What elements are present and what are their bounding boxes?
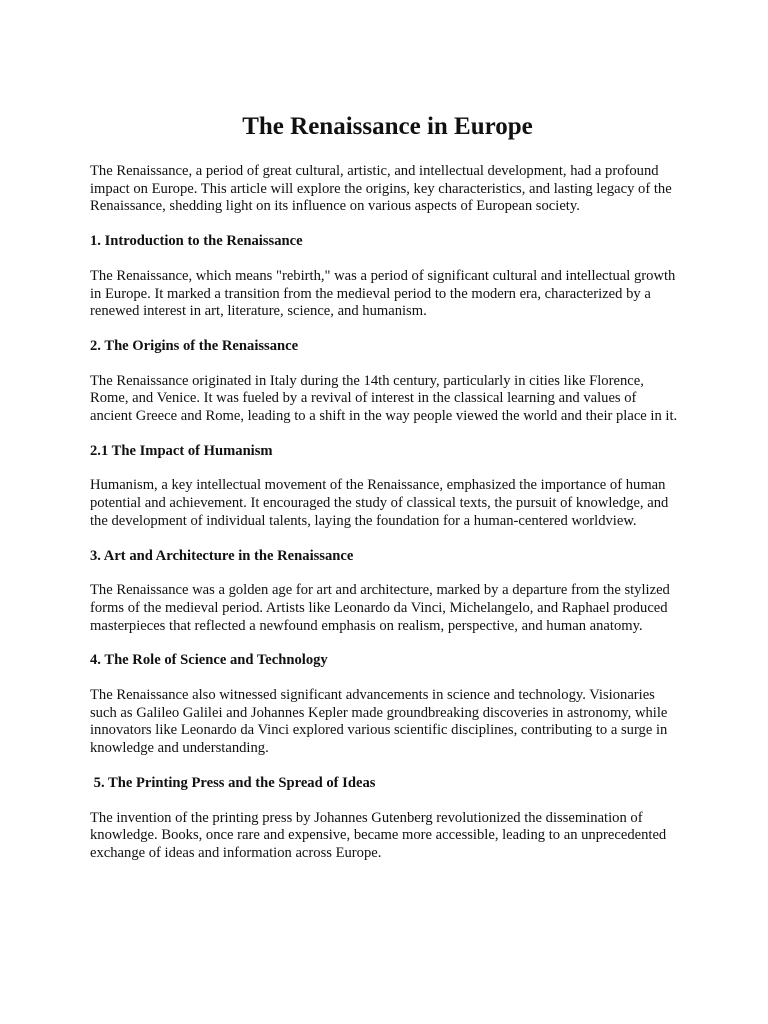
intro-paragraph: The Renaissance, a period of great cultural, artistic, and intellectual development, had a profound impact on Europe. This article will explore the origins, key characteristics, and lasting legacy of the Renaissance, shedding light on its influence on various aspects of European society. [90, 163, 672, 215]
section-introduction [90, 233, 680, 321]
section-science-technology [90, 652, 680, 758]
section-heading: 1. Introduction to the Renaissance [90, 233, 303, 250]
section-art-architecture [90, 548, 680, 636]
section-body: The Renaissance was a golden age for art and architecture, marked by a departure from the stylized forms of the medieval period. Artists like Leonardo da Vinci, Michelangelo, and Raphael produced masterpieces that reflected a newfound emphasis on realism, perspective, and human anatomy. [90, 582, 670, 634]
section-heading: 4. The Role of Science and Technology [90, 652, 328, 669]
section-origins [90, 338, 680, 426]
section-body: Humanism, a key intellectual movement of the Renaissance, emphasized the importance of human potential and achievement. It encouraged the study of classical texts, the pursuit of knowledge, and the development of individual talents, laying the foundation for a human-centered worldview. [90, 477, 669, 529]
section-body: The Renaissance also witnessed significant advancements in science and technology. Visionaries such as Galileo Galilei and Johannes Kepler made groundbreaking discoveries in astronomy, while innovators like Leonardo da Vinci explored various scientific disciplines, contributing to a surge in knowledge and understanding. [90, 687, 668, 757]
document-page [90, 112, 680, 880]
page-title: The Renaissance in Europe [242, 113, 533, 140]
section-printing-press [90, 775, 680, 863]
section-body: The invention of the printing press by Johannes Gutenberg revolutionized the dissemination of knowledge. Books, once rare and expensive, became more accessible, leading to an unprecedented exchange of ideas and information across Europe. [90, 809, 667, 861]
section-body: The Renaissance originated in Italy during the 14th century, particularly in cities like Florence, Rome, and Venice. It was fueled by a revival of interest in the classical learning and values of ancient Greece and Rome, leading to a shift in the way people viewed the world and their place in it. [90, 372, 678, 425]
section-humanism [90, 443, 680, 531]
section-heading: 5. The Printing Press and the Spread of Ideas [90, 774, 376, 791]
section-heading: 3. Art and Architecture in the Renaissance [90, 547, 354, 564]
section-heading: 2.1 The Impact of Humanism [90, 442, 273, 459]
section-heading: 2. The Origins of the Renaissance [90, 337, 299, 354]
section-body: The Renaissance, which means "rebirth," was a period of significant cultural and intellectual growth in Europe. It marked a transition from the medieval period to the modern era, characterized by a renewed interest in art, literature, science, and humanism. [90, 267, 676, 320]
